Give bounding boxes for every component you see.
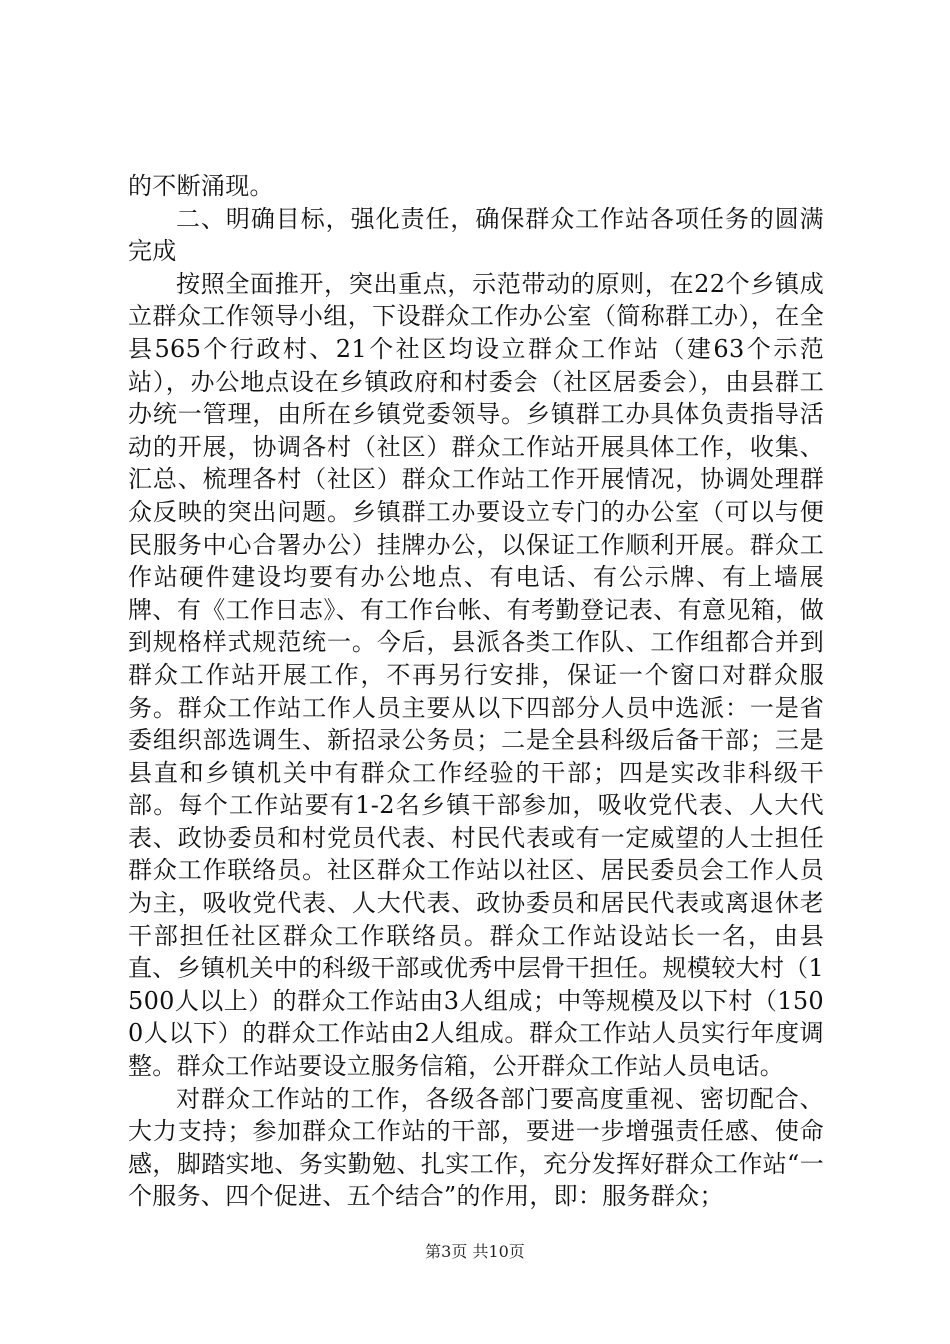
page-number: 第3页 共10页 <box>425 1242 525 1261</box>
document-body <box>128 170 824 1213</box>
paragraph-organization: 按照全面推开，突出重点，示范带动的原则，在22个乡镇成立群众工作领导小组，下设群众工作办公室（简称群工办），在全县565个行政村、21个社区均设立群众工作站（建63个示范站），办公地点设在乡镇政府和村委会（社区居委会），由县群工办统一管理，由所在乡镇党委领导。乡镇群工办具体负责指导活动的开展，协调各村（社区）群众工作站开展具体工作，收集、汇总、梳理各村（社区）群众工作站工作开展情况，协调处理群众反映的突出问题。乡镇群工办要设立专门的办公室（可以与便民服务中心合署办公）挂牌办公，以保证工作顺利开展。群众工作站硬件建设均要有办公地点、有电话、有公示牌、有上墙展牌、有《工作日志》、有工作台帐、有考勤登记表、有意见箱，做到规格样式规范统一。今后，县派各类工作队、工作组都合并到群众工作站开展工作，不再另行安排，保证一个窗口对群众服务。群众工作站工作人员主要从以下四部分人员中选派：一是省委组织部选调生、新招录公务员；二是全县科级后备干部；三是县直和乡镇机关中有群众工作经验的干部；四是实改非科级干部。每个工作站要有1-2名乡镇干部参加，吸收党代表、人大代表、政协委员和村党员代表、村民代表或有一定威望的人士担任群众工作联络员。社区群众工作站以社区、居民委员会工作人员为主，吸收党代表、人大代表、政协委员和居民代表或离退休老干部担任社区群众工作联络员。群众工作站设站长一名，由县直、乡镇机关中的科级干部或优秀中层骨干担任。规模较大村（1500人以上）的群众工作站由3人组成；中等规模及以下村（1500人以下）的群众工作站由2人组成。群众工作站人员实行年度调整。群众工作站要设立服务信箱，公开群众工作站人员电话。 <box>128 269 824 1081</box>
paragraph-continuation: 的不断涌现。 <box>128 172 274 200</box>
paragraph-support: 对群众工作站的工作，各级各部门要高度重视、密切配合、大力支持；参加群众工作站的干部，要进一步增强责任感、使命感，脚踏实地、务实勤勉、扎实工作，充分发挥好群众工作站“一个服务、四个促进、五个结合”的作用，即：服务群众； <box>128 1084 824 1211</box>
section-heading: 二、明确目标，强化责任，确保群众工作站各项任务的圆满完成 <box>128 204 824 266</box>
